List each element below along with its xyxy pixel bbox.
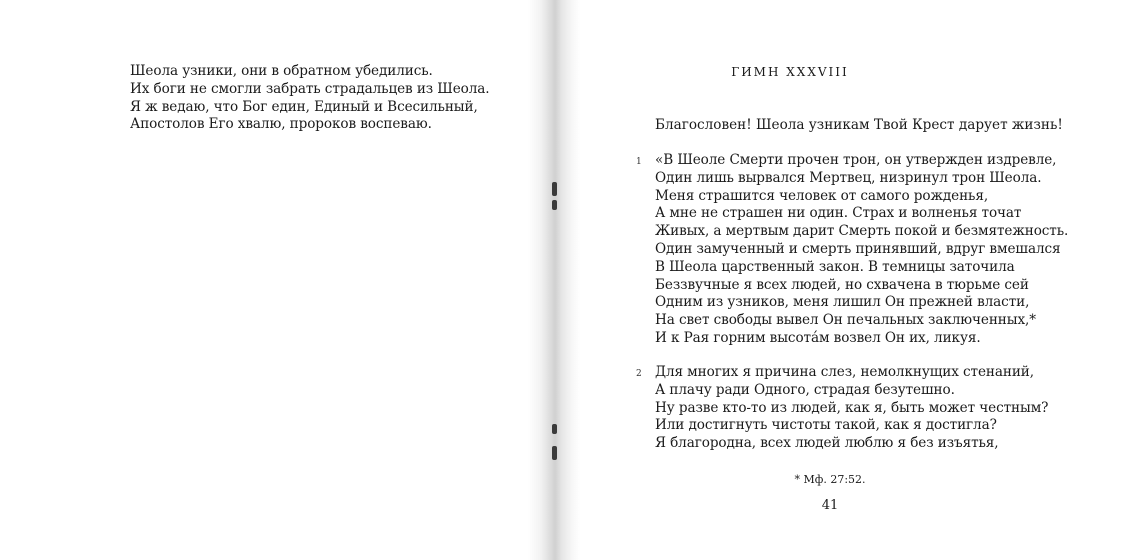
verse-line: В Шеола царственный закон. В темницы заточила <box>655 258 1015 275</box>
binding-thread-mark <box>552 182 557 196</box>
verse-line: Шеола узники, они в обратном убедились. <box>130 63 433 79</box>
verse-line: Апостолов Его хвалю, пророков воспеваю. <box>130 116 432 133</box>
hymn-refrain: Благословен! Шеола узникам Твой Крест дарует жизнь! <box>655 117 1063 133</box>
verse-line: Меня страшится человек от самого рожденья, <box>655 187 989 204</box>
verse-line: А плачу ради Одного, страдая безутешно. <box>655 381 955 398</box>
verse-line: Один лишь вырвался Мертвец, низринул трон Шеола. <box>655 169 1042 186</box>
stanza-number: 1 <box>636 157 642 167</box>
verse-line: Их боги не смогли забрать страдальцев из Шеола. <box>130 80 490 97</box>
verse-line: Живых, а мертвым дарит Смерть покой и безмятежность. <box>655 223 1069 240</box>
stanza-1 <box>655 152 1068 348</box>
binding-thread-mark <box>552 200 557 210</box>
verse-line: Я ж ведаю, что Бог един, Единый и Всесильный, <box>130 98 478 115</box>
verse-line: Я благородна, всех людей люблю я без изъятья, <box>655 435 999 452</box>
footnote: * Мф. 27:52. <box>794 473 866 486</box>
binding-thread-mark <box>552 424 557 434</box>
stanza-number: 2 <box>636 369 642 379</box>
verse-line: Один замученный и смерть принявший, вдруг вмешался <box>655 240 1061 257</box>
left-page-verse <box>130 63 490 134</box>
verse-line: Беззвучные я всех людей, но схвачена в тюрьме сей <box>655 276 1029 293</box>
verse-line: На свет свободы вывел Он печальных заключенных,* <box>655 312 1036 329</box>
hymn-title: ГИМН XXXVIII <box>731 65 849 79</box>
verse-line: А мне не страшен ни один. Страх и волненья точат <box>655 205 1022 222</box>
verse-line: Одним из узников, меня лишил Он прежней власти, <box>655 294 1030 311</box>
stanza-2 <box>655 364 1048 453</box>
verse-line: И к Рая горним высотáм возвел Он их, ликуя. <box>655 329 981 346</box>
verse-line: Или достигнуть чистоты такой, как я достигла? <box>655 417 997 434</box>
verse-line: «В Шеоле Смерти прочен трон, он утвержден издревле, <box>655 152 1057 168</box>
verse-line: Ну разве кто-то из людей, как я, быть может честным? <box>655 399 1049 416</box>
page-number: 41 <box>821 498 839 513</box>
binding-thread-mark <box>552 446 557 460</box>
verse-line: Для многих я причина слез, немолкнущих стенаний, <box>655 364 1034 380</box>
